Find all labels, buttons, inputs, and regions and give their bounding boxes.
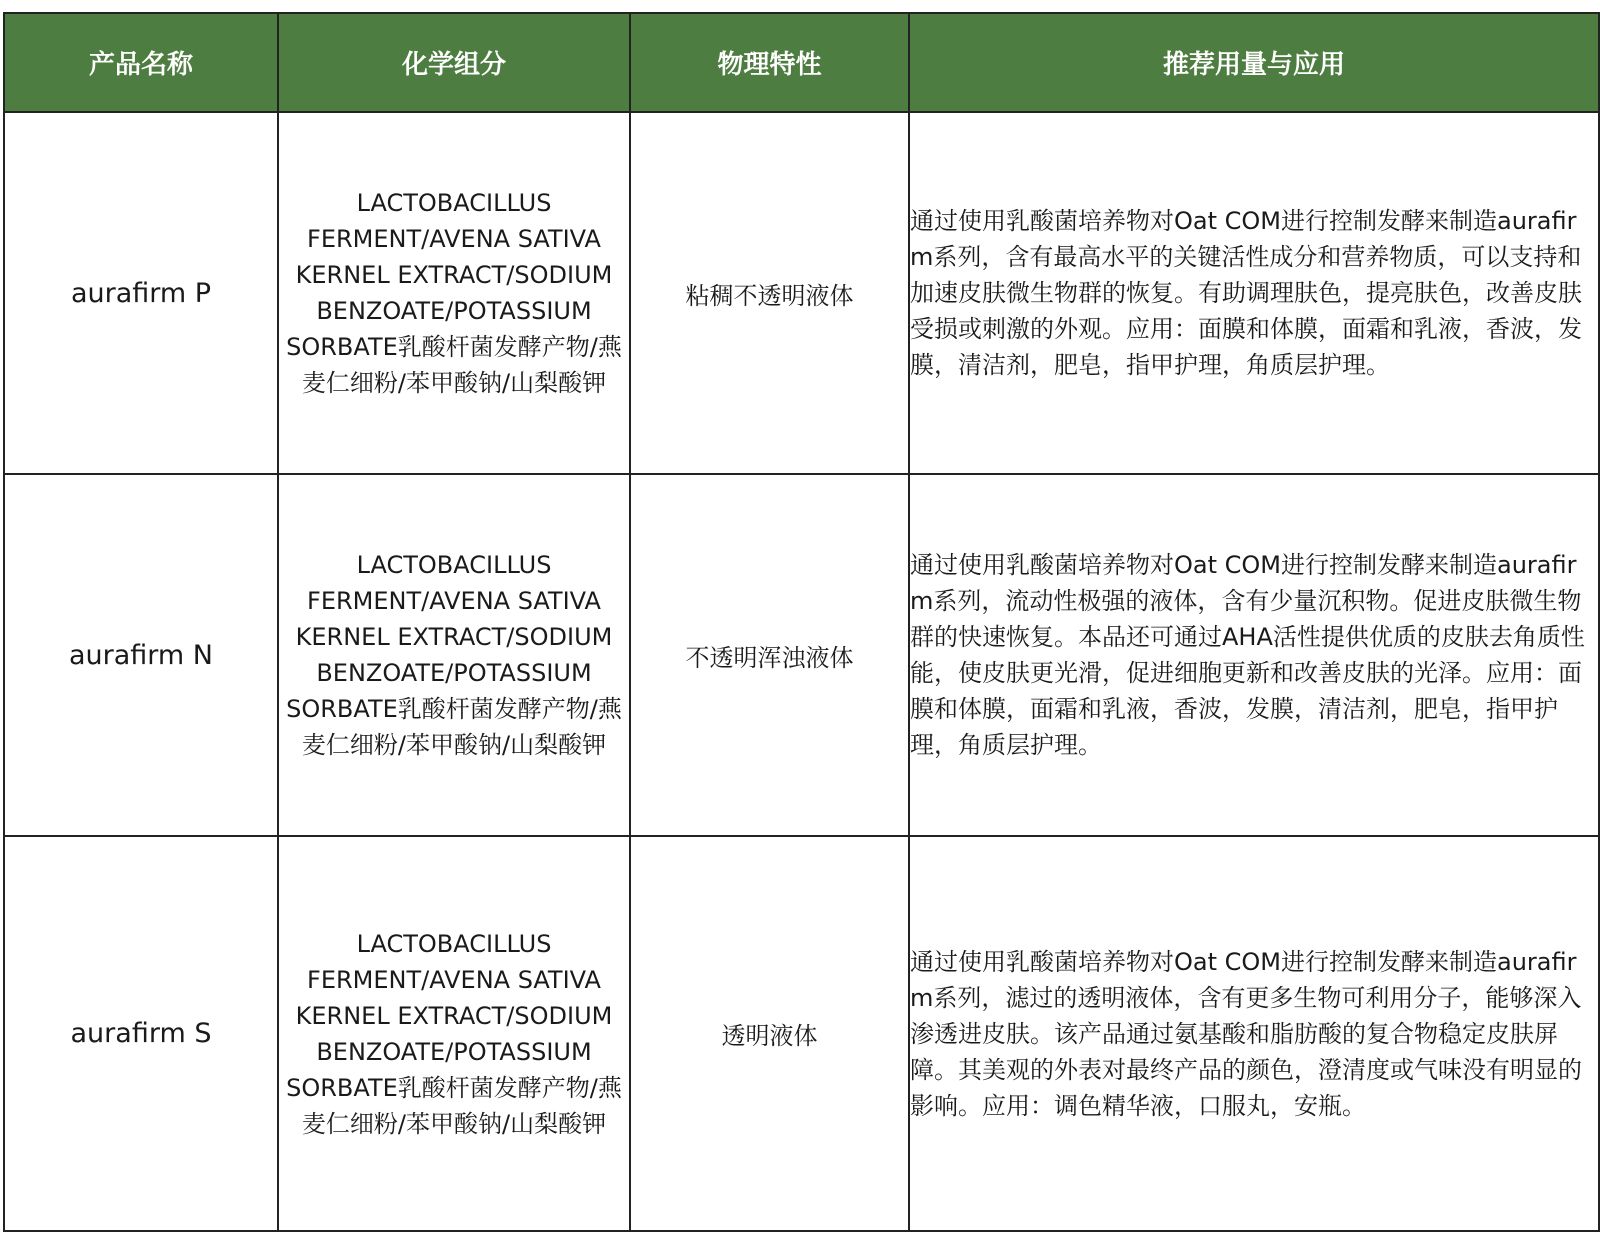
header-chemical-composition: 化学组分 — [278, 13, 630, 112]
table-row — [4, 836, 1599, 1231]
composition-cell: LACTOBACILLUS FERMENT/AVENA SATIVA KERNEL EXTRACT/SODIUM BENZOATE/POTASSIUM SORBATE乳酸杆菌发酵产物/燕麦仁细粉/苯甲酸钠/山梨酸钾 — [278, 836, 630, 1231]
composition-cell: LACTOBACILLUS FERMENT/AVENA SATIVA KERNEL EXTRACT/SODIUM BENZOATE/POTASSIUM SORBATE乳酸杆菌发酵产物/燕麦仁细粉/苯甲酸钠/山梨酸钾 — [278, 474, 630, 836]
table-row — [4, 474, 1599, 836]
application-cell: 通过使用乳酸菌培养物对Oat COM进行控制发酵来制造aurafirm系列，滤过的透明液体，含有更多生物可利用分子，能够深入渗透进皮肤。该产品通过氨基酸和脂肪酸的复合物稳定皮肤屏障。其美观的外表对最终产品的颜色，澄清度或气味没有明显的影响。应用：调色精华液，口服丸，安瓶。 — [909, 836, 1599, 1231]
application-cell: 通过使用乳酸菌培养物对Oat COM进行控制发酵来制造aurafirm系列，流动性极强的液体，含有少量沉积物。促进皮肤微生物群的快速恢复。本品还可通过AHA活性提供优质的皮肤去角质性能，使皮肤更光滑，促进细胞更新和改善皮肤的光泽。应用：面膜和体膜，面霜和乳液，香波，发膜，清洁剂，肥皂，指甲护理，角质层护理。 — [909, 474, 1599, 836]
table-row — [4, 112, 1599, 474]
table-header-row — [4, 13, 1599, 112]
product-name-cell: aurafirm N — [4, 474, 278, 836]
header-dosage-application: 推荐用量与应用 — [909, 13, 1599, 112]
product-name-cell: aurafirm P — [4, 112, 278, 474]
header-physical-property: 物理特性 — [630, 13, 909, 112]
composition-cell: LACTOBACILLUS FERMENT/AVENA SATIVA KERNEL EXTRACT/SODIUM BENZOATE/POTASSIUM SORBATE乳酸杆菌发酵产物/燕麦仁细粉/苯甲酸钠/山梨酸钾 — [278, 112, 630, 474]
property-cell: 不透明浑浊液体 — [630, 474, 909, 836]
application-cell: 通过使用乳酸菌培养物对Oat COM进行控制发酵来制造aurafirm系列，含有最高水平的关键活性成分和营养物质，可以支持和加速皮肤微生物群的恢复。有助调理肤色，提亮肤色，改善皮肤受损或刺激的外观。应用：面膜和体膜，面霜和乳液，香波，发膜，清洁剂，肥皂，指甲护理，角质层护理。 — [909, 112, 1599, 474]
header-product-name: 产品名称 — [4, 13, 278, 112]
property-cell: 透明液体 — [630, 836, 909, 1231]
property-cell: 粘稠不透明液体 — [630, 112, 909, 474]
product-table — [3, 12, 1600, 1232]
product-name-cell: aurafirm S — [4, 836, 278, 1231]
